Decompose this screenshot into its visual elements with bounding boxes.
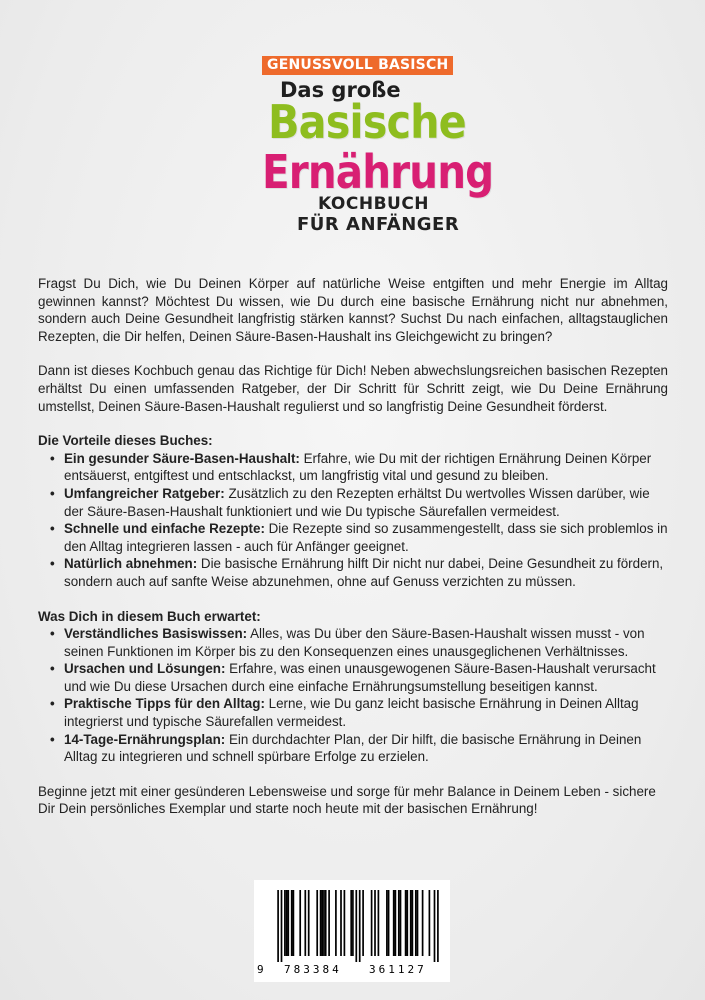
barcode-bar	[437, 890, 439, 962]
barcode-bar	[405, 890, 407, 956]
list-item-text: Ein durchdachter Plan, der Dir hilft, die basische Ernährung in Deinen Alltag zu integrieren und schnell spürbare Erfolge zu erzielen.	[64, 731, 642, 765]
contents-heading: Was Dich in diesem Buch erwartet:	[38, 608, 261, 624]
contents-list	[38, 625, 668, 766]
barcode-bar	[355, 890, 357, 962]
list-item	[54, 625, 668, 660]
title-fuer-anfaenger: FÜR ANFÄNGER	[297, 214, 460, 235]
list-item-text: Erfahre, was einen unausgewogenen Säure-Basen-Haushalt verursacht und wie Du diese Ursachen durch eine einfache Ernährungsumstellung beseitigen kannst.	[64, 661, 656, 694]
title-block	[0, 0, 705, 250]
list-item-text: Die basische Ernährung hilft Dir nicht nur dabei, Deine Gesundheit zu fördern, sondern auch auf sanfte Weise abzunehmen, ohne auf Genuss verzichten zu müssen.	[64, 556, 664, 589]
barcode-bar	[316, 890, 318, 956]
closing-paragraph: Beginne jetzt mit einer gesünderen Lebensweise und sorge für mehr Balance in Deinem Leben - sichere Dir Dein persönliches Exemplar und starte noch heute mit der basischen Ernährung!	[38, 783, 656, 817]
barcode	[254, 880, 450, 982]
benefits-list	[38, 450, 668, 591]
list-item-text: Erfahre, wie Du mit der richtigen Ernährung Deinen Körper entsäuerst, entgiftest und entschlackst, um langfristig vital und gesund zu bleiben.	[64, 450, 652, 484]
barcode-bar	[277, 890, 279, 962]
isbn-digits	[254, 963, 450, 979]
list-item	[54, 555, 668, 590]
list-item-label: 14-Tage-Ernährungsplan:	[64, 731, 226, 747]
list-item	[54, 660, 668, 695]
barcode-bar	[359, 890, 361, 962]
barcode-bar	[395, 890, 397, 956]
barcode-bar	[350, 890, 352, 956]
barcode-bar	[374, 890, 376, 956]
barcode-bar	[291, 890, 293, 956]
list-item-label: Schnelle und einfache Rezepte:	[64, 521, 265, 537]
barcode-bar	[415, 890, 417, 956]
barcode-bar	[344, 890, 346, 956]
barcode-bar	[286, 890, 288, 956]
list-item-text: Lerne, wie Du ganz leicht basische Ernährung in Deinen Alltag integrierst und typische Säurefallen vermeidest.	[64, 696, 639, 730]
barcode-bar	[378, 890, 380, 956]
second-paragraph: Dann ist dieses Kochbuch genau das Richtige für Dich! Neben abwechslungsreichen basischen Rezepten erhältst Du einen umfassenden Ratgeber, der Dir Schritt für Schritt zeigt, wie Du Deine Ernährung umstellst, Deinen Säure-Basen-Haushalt regulierst und so langfristig Deine Gesundheit förderst.	[38, 363, 668, 414]
intro-paragraph: Fragst Du Dich, wie Du Deinen Körper auf natürliche Weise entgiften und mehr Energie im Alltag gewinnen kannst? Möchtest Du wissen, wie Du durch eine basische Ernährung nicht nur abnehmen, sondern auch Deine Gesundheit langfristig stärken kannst? Suchst Du nach einfachen, alltagstauglichen Rezepten, die Dir helfen, Deinen Säure-Basen-Haushalt ins Gleichgewicht zu bringen?	[38, 276, 668, 344]
barcode-bar	[335, 890, 337, 956]
barcode-bar	[393, 890, 395, 956]
barcode-bar	[321, 890, 323, 956]
list-item-label: Ursachen und Lösungen:	[64, 661, 226, 677]
barcode-bar	[320, 890, 322, 956]
isbn-left-group: 783384	[284, 963, 342, 976]
list-item-label: Natürlich abnehmen:	[64, 556, 198, 572]
list-item-label: Verständliches Basiswissen:	[64, 626, 248, 642]
barcode-bar	[398, 890, 400, 956]
barcode-bar	[287, 890, 289, 956]
barcode-bar	[371, 890, 373, 956]
list-item-label: Umfangreicher Ratgeber:	[64, 485, 225, 501]
list-item	[54, 485, 668, 520]
list-item-text: Zusätzlich zu den Rezepten erhältst Du wertvolles Wissen darüber, wie der Säure-Basen-Haushalt funktioniert und wie Du typische Säurefallen vermeidest.	[64, 485, 650, 519]
barcode-bar	[400, 890, 402, 956]
barcode-bar	[323, 890, 325, 956]
barcode-bar	[417, 890, 419, 956]
barcode-bar	[304, 890, 306, 956]
blurb	[38, 275, 668, 818]
list-item	[54, 450, 668, 485]
barcode-bar	[362, 890, 364, 956]
list-item-label: Ein gesunder Säure-Basen-Haushalt:	[64, 450, 300, 466]
title-ernaehrung: Ernährung	[262, 145, 494, 199]
title-prefix: Das große	[280, 78, 401, 102]
barcode-bar	[325, 890, 327, 956]
barcode-bar	[308, 890, 310, 956]
barcode-bar	[429, 890, 431, 956]
list-item	[54, 520, 668, 555]
isbn-right-group: 361127	[369, 963, 427, 976]
barcode-bar	[422, 890, 424, 956]
list-item	[54, 695, 668, 730]
barcode-bar	[406, 890, 408, 956]
list-item-label: Praktische Tipps für den Alltag:	[64, 696, 265, 712]
barcode-bar	[328, 890, 330, 956]
list-item-text: Die Rezepte sind so zusammengestellt, dass sie sich problemlos in den Alltag integrieren lassen - auch für Anfänger geeignet.	[64, 521, 668, 554]
title-kochbuch: KOCHBUCH	[318, 194, 430, 214]
barcode-bar	[412, 890, 414, 956]
barcode-bar	[434, 890, 436, 962]
barcode-bar	[410, 890, 412, 956]
barcode-bar	[299, 890, 301, 956]
barcode-bar	[293, 890, 295, 956]
barcode-bar	[340, 890, 342, 956]
benefits-heading: Die Vorteile dieses Buches:	[38, 433, 213, 449]
barcode-bar	[281, 890, 283, 962]
barcode-bar	[284, 890, 286, 956]
barcode-bar	[388, 890, 390, 956]
barcode-bars	[260, 890, 444, 962]
list-item-text: Alles, was Du über den Säure-Basen-Haushalt wissen musst - von seinen Funktionen im Körper bis zu den Konsequenzen eines unausgeglichenen Verhältnisses.	[64, 626, 645, 659]
barcode-bar	[352, 890, 354, 956]
isbn-first-digit: 9	[257, 963, 264, 976]
list-item	[54, 731, 668, 766]
title-basische: Basische	[268, 95, 466, 149]
series-badge: GENUSSVOLL BASISCH	[262, 56, 453, 75]
barcode-bar	[386, 890, 388, 956]
